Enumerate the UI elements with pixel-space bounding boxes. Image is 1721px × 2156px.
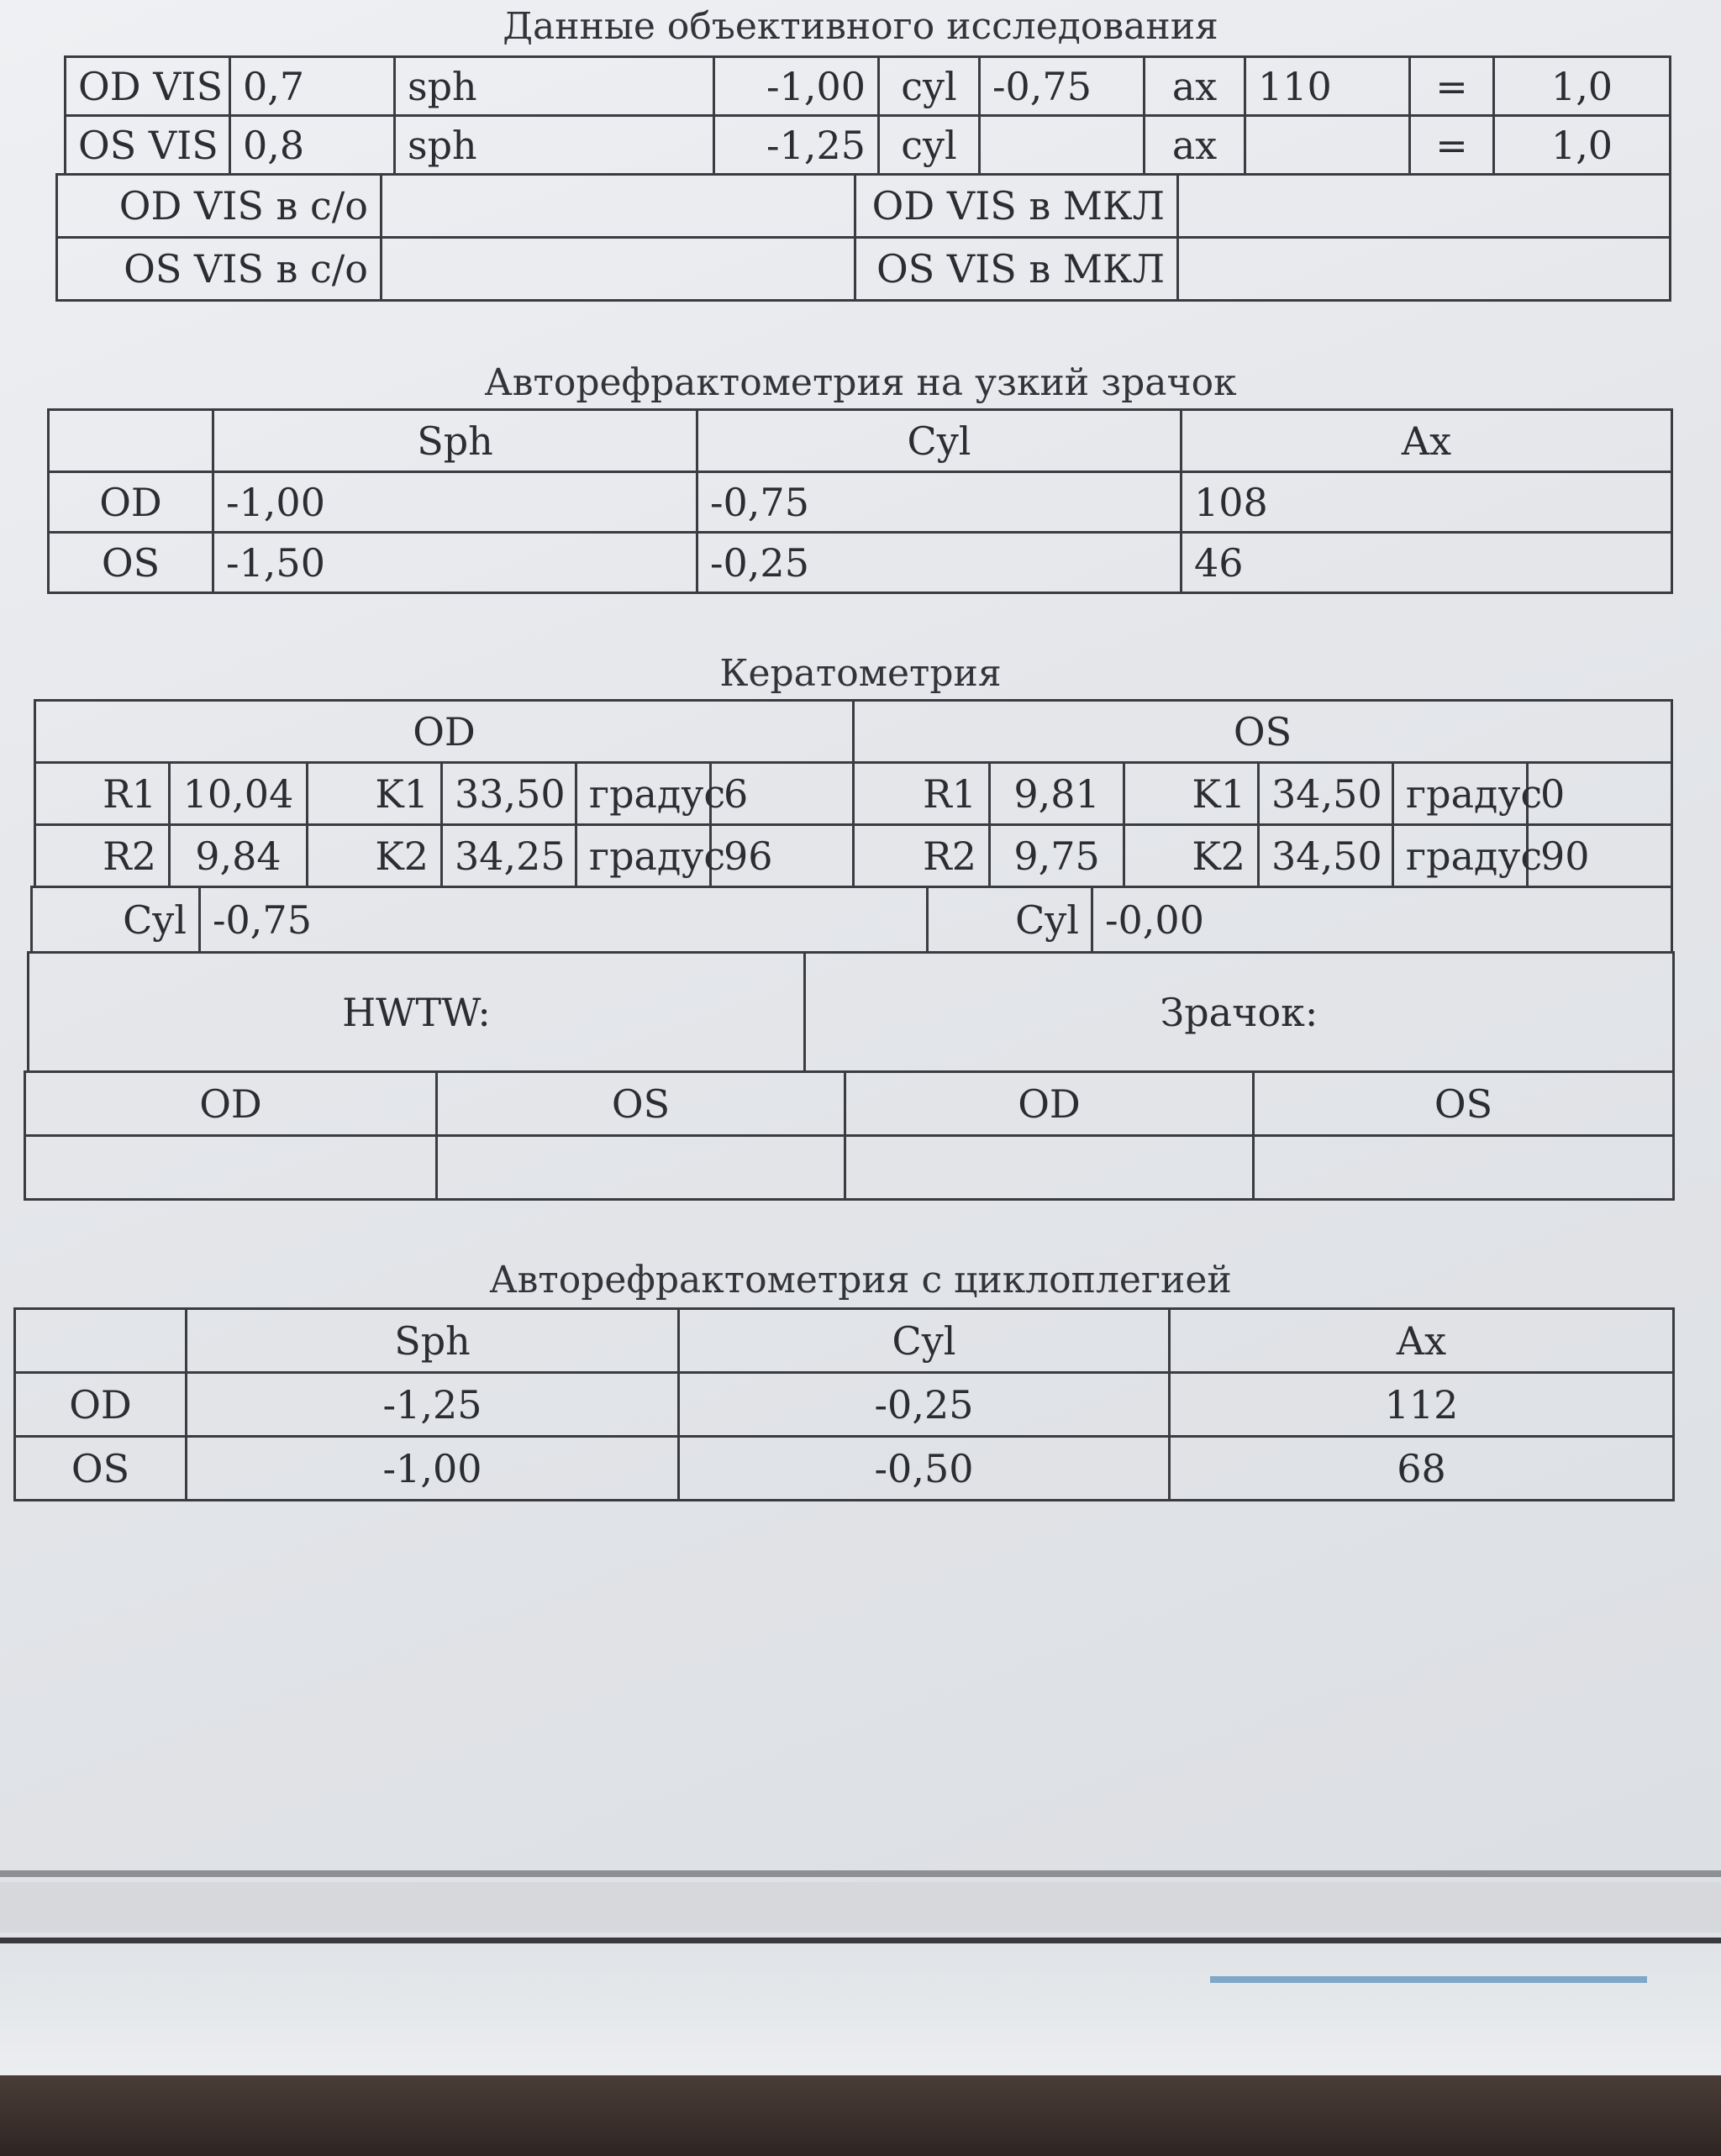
table-row <box>49 533 1672 593</box>
os-header: OS <box>854 701 1672 763</box>
ax-label: ax <box>1145 57 1245 116</box>
hwtw-pupil-values-table <box>24 1070 1675 1201</box>
hwtw-os-header: OS <box>437 1072 845 1136</box>
ax-value: 110 <box>1245 57 1410 116</box>
eye-label: OD <box>15 1373 187 1437</box>
cyl-value: -0,75 <box>980 57 1145 116</box>
table-row <box>35 825 1672 887</box>
ax-label: ax <box>1145 116 1245 175</box>
ax-value: 112 <box>1170 1373 1674 1437</box>
pupil-od-value <box>845 1136 1254 1200</box>
sph-value: -1,25 <box>187 1373 679 1437</box>
os-vis-lens-label: OS VIS в МКЛ <box>855 238 1178 301</box>
cyl-value: -0,75 <box>697 472 1182 533</box>
ax-value <box>1245 116 1410 175</box>
sph-value: -1,50 <box>213 533 697 593</box>
table-row <box>15 1309 1674 1373</box>
od-r1-value: 10,04 <box>170 763 308 825</box>
eye-label: OS <box>49 533 213 593</box>
od-k1-value: 33,50 <box>442 763 576 825</box>
keratometry-table <box>34 699 1673 888</box>
os-cyl-label: Cyl <box>928 887 1092 953</box>
ax-value: 46 <box>1182 533 1672 593</box>
hwtw-pupil-table <box>27 951 1675 1073</box>
od-r1-label: R1 <box>35 763 170 825</box>
od-k2-value: 34,25 <box>442 825 576 887</box>
cyl-value <box>980 116 1145 175</box>
od-vis-spectacle-value <box>382 175 855 238</box>
os-vis-lens-value <box>1178 238 1671 301</box>
equals-sign: = <box>1410 116 1494 175</box>
sheet-edge-lower <box>0 1938 1721 1943</box>
hwtw-os-value <box>437 1136 845 1200</box>
result-value: 1,0 <box>1494 116 1671 175</box>
table-row <box>25 1072 1674 1136</box>
od-cyl-value: -0,75 <box>200 887 928 953</box>
sheet-edge <box>0 1870 1721 1877</box>
header-sph: Sph <box>187 1309 679 1373</box>
sph-value: -1,25 <box>714 116 879 175</box>
os-vis-spectacle-label: OS VIS в с/о <box>57 238 382 301</box>
pupil-label: Зрачок: <box>805 953 1674 1072</box>
os-k1-value: 34,50 <box>1259 763 1393 825</box>
sph-value: -1,00 <box>213 472 697 533</box>
od-k1-label: K1 <box>308 763 442 825</box>
os-k1-label: K1 <box>1124 763 1259 825</box>
od-cyl-label: Cyl <box>32 887 200 953</box>
os-k2-label: K2 <box>1124 825 1259 887</box>
ax-value: 108 <box>1182 472 1672 533</box>
autoref-narrow-title: Авторефрактометрия на узкий зрачок <box>484 361 1237 404</box>
header-cell <box>49 410 213 472</box>
od-deg1-value: 6 <box>711 763 854 825</box>
cyl-value: -0,25 <box>679 1373 1170 1437</box>
table-row <box>15 1373 1674 1437</box>
result-value: 1,0 <box>1494 57 1671 116</box>
od-deg2-value: 96 <box>711 825 854 887</box>
header-cell <box>15 1309 187 1373</box>
eye-label: OS <box>15 1437 187 1501</box>
od-deg2-label: градус <box>576 825 711 887</box>
sph-label: sph <box>395 57 714 116</box>
os-r2-value: 9,75 <box>990 825 1124 887</box>
keratometry-title: Кератометрия <box>719 652 1002 695</box>
table-row <box>15 1437 1674 1501</box>
od-vis-lens-label: OD VIS в МКЛ <box>855 175 1178 238</box>
od-r2-value: 9,84 <box>170 825 308 887</box>
od-k2-label: K2 <box>308 825 442 887</box>
sph-value: -1,00 <box>714 57 879 116</box>
od-header: OD <box>35 701 854 763</box>
header-sph: Sph <box>213 410 697 472</box>
cyl-label: cyl <box>879 116 980 175</box>
ax-value: 68 <box>1170 1437 1674 1501</box>
autoref-narrow-table <box>47 408 1673 594</box>
od-r2-label: R2 <box>35 825 170 887</box>
table-row <box>25 1136 1674 1200</box>
os-deg1-label: градус <box>1393 763 1528 825</box>
sph-label: sph <box>395 116 714 175</box>
os-k2-value: 34,50 <box>1259 825 1393 887</box>
dark-background <box>0 2075 1721 2156</box>
header-ax: Ax <box>1182 410 1672 472</box>
os-deg2-label: градус <box>1393 825 1528 887</box>
table-row <box>66 57 1671 116</box>
header-ax: Ax <box>1170 1309 1674 1373</box>
od-vis-spectacle-label: OD VIS в с/о <box>57 175 382 238</box>
od-deg1-label: градус <box>576 763 711 825</box>
eye-label: OS VIS <box>66 116 230 175</box>
hwtw-od-header: OD <box>25 1072 437 1136</box>
autoref-cyclo-title: Авторефрактометрия с циклоплегией <box>489 1259 1232 1301</box>
table-row <box>49 410 1672 472</box>
table-row <box>57 175 1671 238</box>
table-row <box>32 887 1672 953</box>
table-row <box>35 763 1672 825</box>
table-row <box>35 701 1672 763</box>
header-cyl: Cyl <box>697 410 1182 472</box>
pupil-os-header: OS <box>1254 1072 1674 1136</box>
autoref-cyclo-table <box>13 1307 1675 1501</box>
vis-value: 0,8 <box>230 116 395 175</box>
os-vis-spectacle-value <box>382 238 855 301</box>
vis-value: 0,7 <box>230 57 395 116</box>
header-cyl: Cyl <box>679 1309 1170 1373</box>
cyl-value: -0,25 <box>697 533 1182 593</box>
pupil-od-header: OD <box>845 1072 1254 1136</box>
hwtw-label: HWTW: <box>29 953 805 1072</box>
hwtw-od-value <box>25 1136 437 1200</box>
cyl-value: -0,50 <box>679 1437 1170 1501</box>
eye-label: OD <box>49 472 213 533</box>
cyl-label: cyl <box>879 57 980 116</box>
table-row <box>57 238 1671 301</box>
table-row <box>29 953 1674 1072</box>
keratometry-cyl-table <box>30 886 1673 954</box>
eye-label: OD VIS <box>66 57 230 116</box>
os-r1-label: R1 <box>854 763 990 825</box>
objective-table <box>64 55 1671 176</box>
os-deg2-value: 90 <box>1528 825 1672 887</box>
pupil-os-value <box>1254 1136 1674 1200</box>
os-r2-label: R2 <box>854 825 990 887</box>
table-row <box>49 472 1672 533</box>
objective-title: Данные объективного исследования <box>503 5 1218 48</box>
os-deg1-value: 0 <box>1528 763 1672 825</box>
sheet-edge-accent <box>1210 1976 1647 1983</box>
od-vis-lens-value <box>1178 175 1671 238</box>
correction-table <box>55 173 1671 302</box>
equals-sign: = <box>1410 57 1494 116</box>
under-sheet <box>0 1933 1721 2084</box>
table-row <box>66 116 1671 175</box>
os-r1-value: 9,81 <box>990 763 1124 825</box>
sph-value: -1,00 <box>187 1437 679 1501</box>
os-cyl-value: -0,00 <box>1092 887 1672 953</box>
